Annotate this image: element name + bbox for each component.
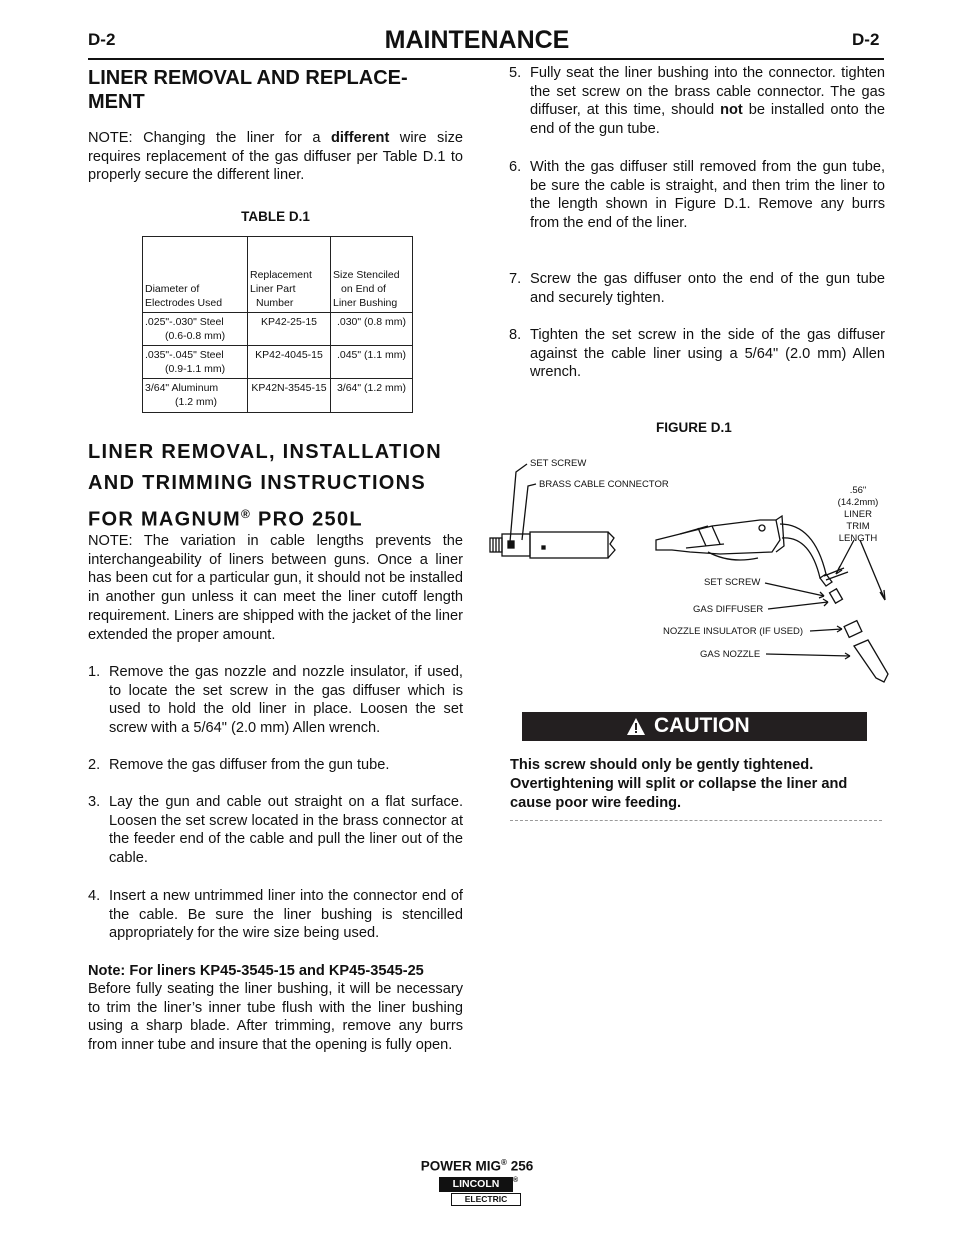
step-1: 1. Remove the gas nozzle and nozzle insulator, if used, to locate the set screw in the gas diffuser which is used to hold the old liner in place. Loosen the set screw with a 5/64" (2.0 mm) Allen wrench.	[88, 664, 463, 737]
cell-diameter: .035"-.045" Steel (0.9-1.1 mm)	[143, 346, 248, 379]
cell-size: 3/64" (1.2 mm)	[331, 379, 413, 413]
header-rule	[88, 58, 884, 60]
section-heading-magnum: LINER REMOVAL, INSTALLATION AND TRIMMING INSTRUCTIONS FOR MAGNUM® PRO 250L	[88, 441, 442, 531]
leader-set-screw-top	[510, 464, 527, 542]
label-set-screw-top: SET SCREW	[530, 458, 587, 469]
gas-diffuser-drawing	[765, 583, 842, 609]
label-gas-diffuser: GAS DIFFUSER	[693, 604, 764, 615]
step-5: 5. Fully seat the liner bushing into the connector. tighten the set screw on the brass cable connector. The gas diffuser, at this time, should not be installed onto the end of the gun tube.	[509, 65, 885, 138]
table-row	[143, 346, 413, 379]
table-row	[143, 379, 413, 413]
step-6: 6. With the gas diffuser still removed from the gun tube, be sure the cable is straight, and then trim the liner to the length shown in Figure D.1. Remove any burrs from the end of the liner.	[509, 159, 885, 232]
step-4: 4. Insert a new untrimmed liner into the connector end of the cable. Be sure the liner bushing is stencilled appropriately for the wire size being used.	[88, 888, 463, 942]
figure-caption: FIGURE D.1	[656, 420, 732, 435]
cell-diameter: .025"-.030" Steel (0.6-0.8 mm)	[143, 313, 248, 346]
label-set-screw: SET SCREW	[704, 577, 761, 588]
kp45-note-title: Note: For liners KP45-3545-15 and KP45-3545-25	[88, 963, 424, 979]
cell-part: KP42-4045-15	[248, 346, 331, 379]
brass-connector-drawing	[490, 532, 615, 558]
lincoln-electric-logo: LINCOLN ® ELECTRIC	[439, 1177, 523, 1207]
header-part: Replacement Liner Part Number	[248, 237, 331, 313]
label-gas-nozzle: GAS NOZZLE	[700, 649, 761, 660]
label-brass-connector: BRASS CABLE CONNECTOR	[539, 479, 669, 490]
cell-part: KP42-25-15	[248, 313, 331, 346]
page-number-left: D-2	[88, 30, 116, 49]
warning-triangle-icon	[626, 717, 646, 736]
magnum-note: NOTE: The variation in cable lengths prevents the interchangeability of liners between guns. Once a liner has been cut for a particular gun, it should not be installed in another gun unless it can meet the liner cutoff length requirement. Liners are shipped with the jacket of the liner extended the proper amount.	[88, 533, 463, 643]
label-trim-length: .56" (14.2mm) LINER TRIM LENGTH	[837, 485, 879, 544]
caution-divider	[510, 820, 882, 821]
liner-table	[142, 236, 413, 413]
step-2: 2. Remove the gas diffuser from the gun tube.	[88, 757, 390, 773]
label-nozzle-insulator: NOZZLE INSULATOR (IF USED)	[663, 626, 804, 637]
header-diameter: Diameter of Electrodes Used	[143, 237, 248, 313]
gas-nozzle-drawing	[766, 640, 888, 682]
table-row	[143, 313, 413, 346]
caution-banner	[522, 712, 867, 741]
section-heading-liner-removal: LINER REMOVAL AND REPLACE- MENT	[88, 67, 408, 113]
cell-part: KP42N-3545-15	[248, 379, 331, 413]
page-title: MAINTENANCE	[384, 26, 570, 54]
cell-size: .045" (1.1 mm)	[331, 346, 413, 379]
caution-label: CAUTION	[654, 714, 750, 737]
cell-size: .030" (0.8 mm)	[331, 313, 413, 346]
table-caption: TABLE D.1	[241, 209, 310, 224]
nozzle-insulator-drawing	[810, 621, 862, 638]
table-header-row	[143, 237, 413, 313]
page-number-right: D-2	[852, 30, 880, 49]
kp45-note-body: Before fully seating the liner bushing, it will be necessary to trim the liner’s inner tube flush with the liner bushing using a sharp blade. After trimming, remove any burrs from inner tube and insure that the opening is fully open.	[88, 981, 463, 1054]
step-7: 7. Screw the gas diffuser onto the end of the gun tube and securely tighten.	[509, 271, 885, 306]
liner-note: NOTE: Changing the liner for a different wire size requires replacement of the gas diffuser per Table D.1 to properly secure the different liner.	[88, 130, 463, 184]
header-size: Size Stenciled on End of Liner Bushing	[331, 237, 413, 313]
caution-text: This screw should only be gently tightened. Overtightening will split or collapse the liner and cause poor wire feeding.	[510, 757, 848, 811]
step-8: 8. Tighten the set screw in the side of the gas diffuser against the cable liner using a 5/64" (2.0 mm) Allen wrench.	[509, 327, 885, 381]
footer-product: POWER MIG® 256	[420, 1158, 534, 1174]
cell-diameter: 3/64" Aluminum (1.2 mm)	[143, 379, 248, 413]
gun-handle-drawing	[656, 516, 832, 586]
step-3: 3. Lay the gun and cable out straight on a flat surface. Loosen the set screw located in the brass connector at the feeder end of the cable and pull the liner out of the cable.	[88, 794, 463, 867]
gun-diagram	[480, 440, 900, 700]
